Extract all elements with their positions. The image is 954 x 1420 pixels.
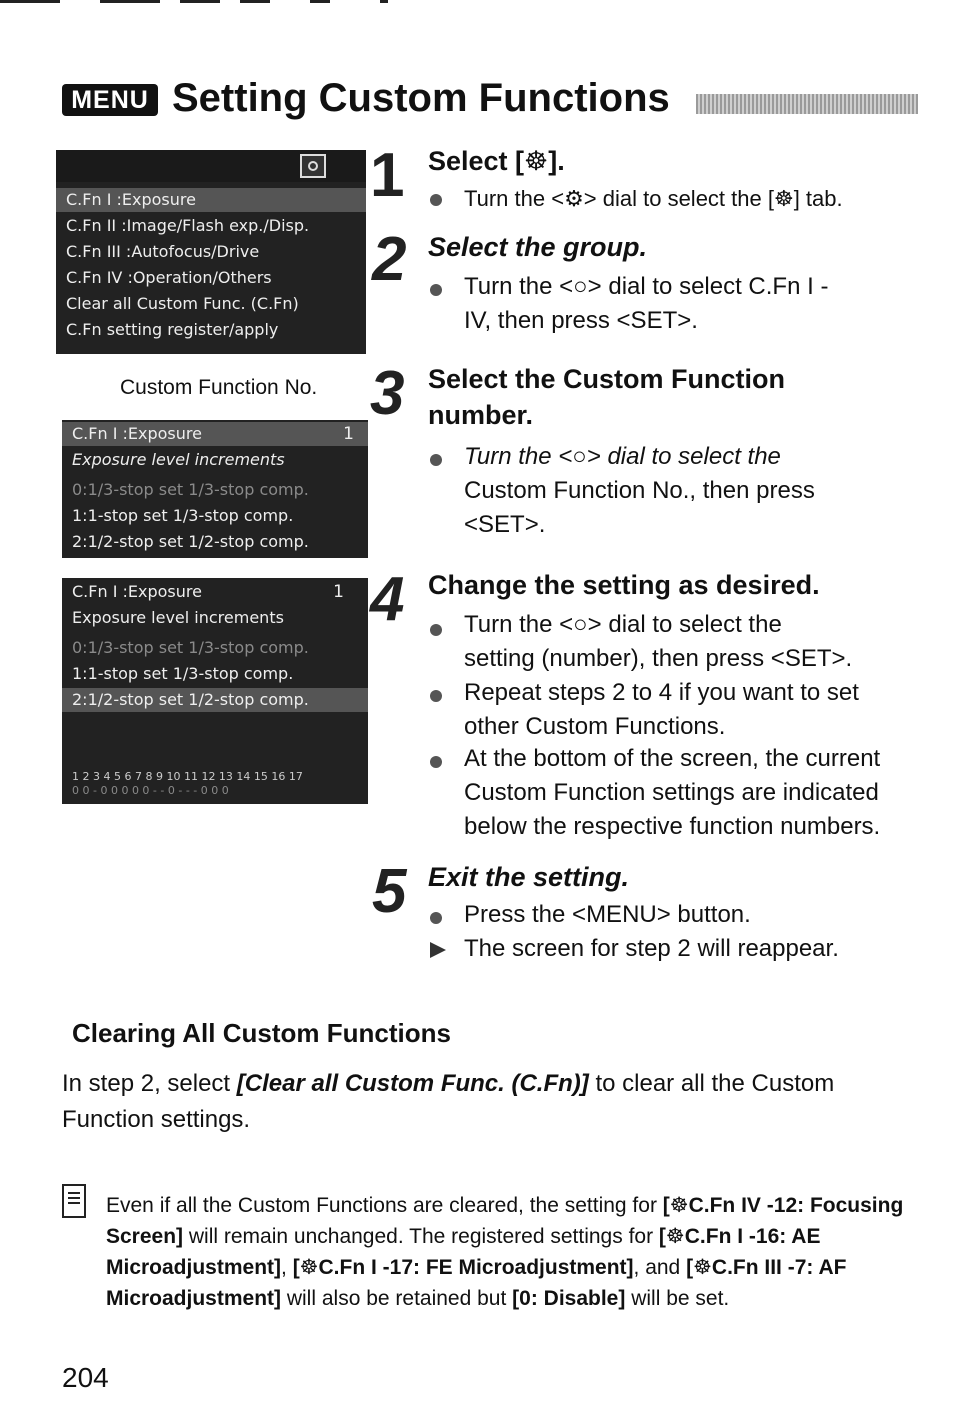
tab-bar bbox=[56, 150, 366, 182]
step-text: Repeat steps 2 to 4 if you want to set bbox=[464, 679, 859, 706]
step-text: Turn the <○> dial to select the bbox=[464, 443, 781, 470]
step-text: other Custom Functions. bbox=[464, 713, 726, 740]
bullet-icon bbox=[430, 454, 442, 466]
step-heading-1: Select [☸]. bbox=[428, 146, 565, 176]
menu-badge: MENU bbox=[62, 84, 158, 116]
step-text: At the bottom of the screen, the current bbox=[464, 745, 881, 772]
menu-row: C.Fn III :Autofocus/Drive bbox=[66, 242, 260, 261]
function-numbers-row: 1 2 3 4 5 6 7 8 9 10 11 12 13 14 15 16 17 bbox=[72, 770, 303, 783]
step-text: Custom Function No., then press bbox=[464, 477, 815, 504]
function-name: Exposure level increments bbox=[72, 608, 284, 627]
setting-option: 0:1/3-stop set 1/3-stop comp. bbox=[72, 638, 309, 657]
function-name: Exposure level increments bbox=[72, 450, 285, 469]
page-number: 204 bbox=[62, 1362, 109, 1393]
menu-row: C.Fn I :Exposure bbox=[56, 188, 366, 212]
bullet-icon bbox=[430, 194, 442, 206]
function-settings-row: 0 0 - 0 0 0 0 0 - - 0 - - - 0 0 0 bbox=[72, 784, 229, 797]
step-text: Turn the <○> dial to select C.Fn I - bbox=[464, 273, 829, 300]
step-text: below the respective function numbers. bbox=[464, 813, 881, 840]
step-text: IV, then press <SET>. bbox=[464, 307, 698, 334]
step-text: Press the <MENU> button. bbox=[464, 901, 751, 928]
setting-option: 0:1/3-stop set 1/3-stop comp. bbox=[72, 480, 309, 499]
note-icon bbox=[62, 1184, 86, 1218]
menu-row: C.Fn setting register/apply bbox=[66, 320, 279, 339]
step-number-5: 5 bbox=[372, 857, 407, 926]
note-text: Even if all the Custom Functions are cleared, the setting for [☸C.Fn IV -12: Focusing Screen] will remain unchanged. The registered settings for [☸C.Fn I -16: AE Microadjustment], [☸C.Fn I -17: FE Microadjustment], and [☸C.Fn III -7: AF Microadjustment] will also be retained but [0: Disable] will be set. bbox=[106, 1194, 904, 1310]
function-number: 1 bbox=[333, 582, 344, 602]
setting-option: 1:1-stop set 1/3-stop comp. bbox=[72, 664, 294, 683]
step-heading-3: Select the Custom Function bbox=[428, 364, 786, 394]
step-heading-5: Exit the setting. bbox=[428, 862, 630, 892]
menu-row: C.Fn II :Image/Flash exp./Disp. bbox=[66, 216, 310, 235]
menu-row: Clear all Custom Func. (C.Fn) bbox=[66, 294, 299, 313]
bullet-icon bbox=[430, 756, 442, 768]
custom-function-tab-icon bbox=[300, 154, 326, 178]
bullet-icon bbox=[430, 912, 442, 924]
setting-option: 2:1/2-stop set 1/2-stop comp. bbox=[72, 532, 309, 551]
step-heading-2: Select the group. bbox=[428, 232, 648, 262]
result-arrow-icon bbox=[430, 942, 446, 958]
screen-title-row: C.Fn I :Exposure bbox=[72, 582, 202, 601]
step-heading-4: Change the setting as desired. bbox=[428, 570, 820, 600]
camera-screen-cfn-setting bbox=[62, 578, 368, 804]
title-decoration-bar bbox=[696, 94, 918, 114]
camera-screen-cfn-select bbox=[62, 420, 368, 558]
section-heading: Clearing All Custom Functions bbox=[72, 1018, 451, 1048]
step-text: Turn the <○> dial to select the bbox=[464, 611, 782, 638]
setting-option: 1:1-stop set 1/3-stop comp. bbox=[72, 506, 294, 525]
top-crop-marks bbox=[0, 0, 954, 6]
function-number: 1 bbox=[343, 424, 354, 444]
step-text: <SET>. bbox=[464, 511, 546, 538]
step-number-2: 2 bbox=[372, 225, 407, 294]
bullet-icon bbox=[430, 284, 442, 296]
step-number-3: 3 bbox=[370, 359, 405, 428]
step-number-4: 4 bbox=[370, 565, 405, 634]
step-text: Turn the <⚙> dial to select the [☸] tab. bbox=[464, 186, 843, 211]
page-header bbox=[62, 76, 918, 126]
bullet-icon bbox=[430, 690, 442, 702]
menu-row: C.Fn IV :Operation/Others bbox=[66, 268, 272, 287]
step-text: The screen for step 2 will reappear. bbox=[464, 935, 839, 962]
step-text: Custom Function settings are indicated bbox=[464, 779, 879, 806]
screen-title-row: C.Fn I :Exposure bbox=[62, 422, 368, 446]
caption-custom-function-no: Custom Function No. bbox=[120, 376, 318, 399]
camera-screen-cfn-groups bbox=[56, 150, 366, 354]
step-number-1: 1 bbox=[370, 141, 405, 210]
section-paragraph: In step 2, select [Clear all Custom Func. (C.Fn)] to clear all the Custom Function settings. bbox=[62, 1070, 835, 1133]
step-heading-3-cont: number. bbox=[428, 400, 534, 430]
bullet-icon bbox=[430, 624, 442, 636]
page-title: Setting Custom Functions bbox=[172, 76, 670, 120]
step-text: setting (number), then press <SET>. bbox=[464, 645, 853, 672]
setting-option-selected: 2:1/2-stop set 1/2-stop comp. bbox=[62, 688, 368, 712]
